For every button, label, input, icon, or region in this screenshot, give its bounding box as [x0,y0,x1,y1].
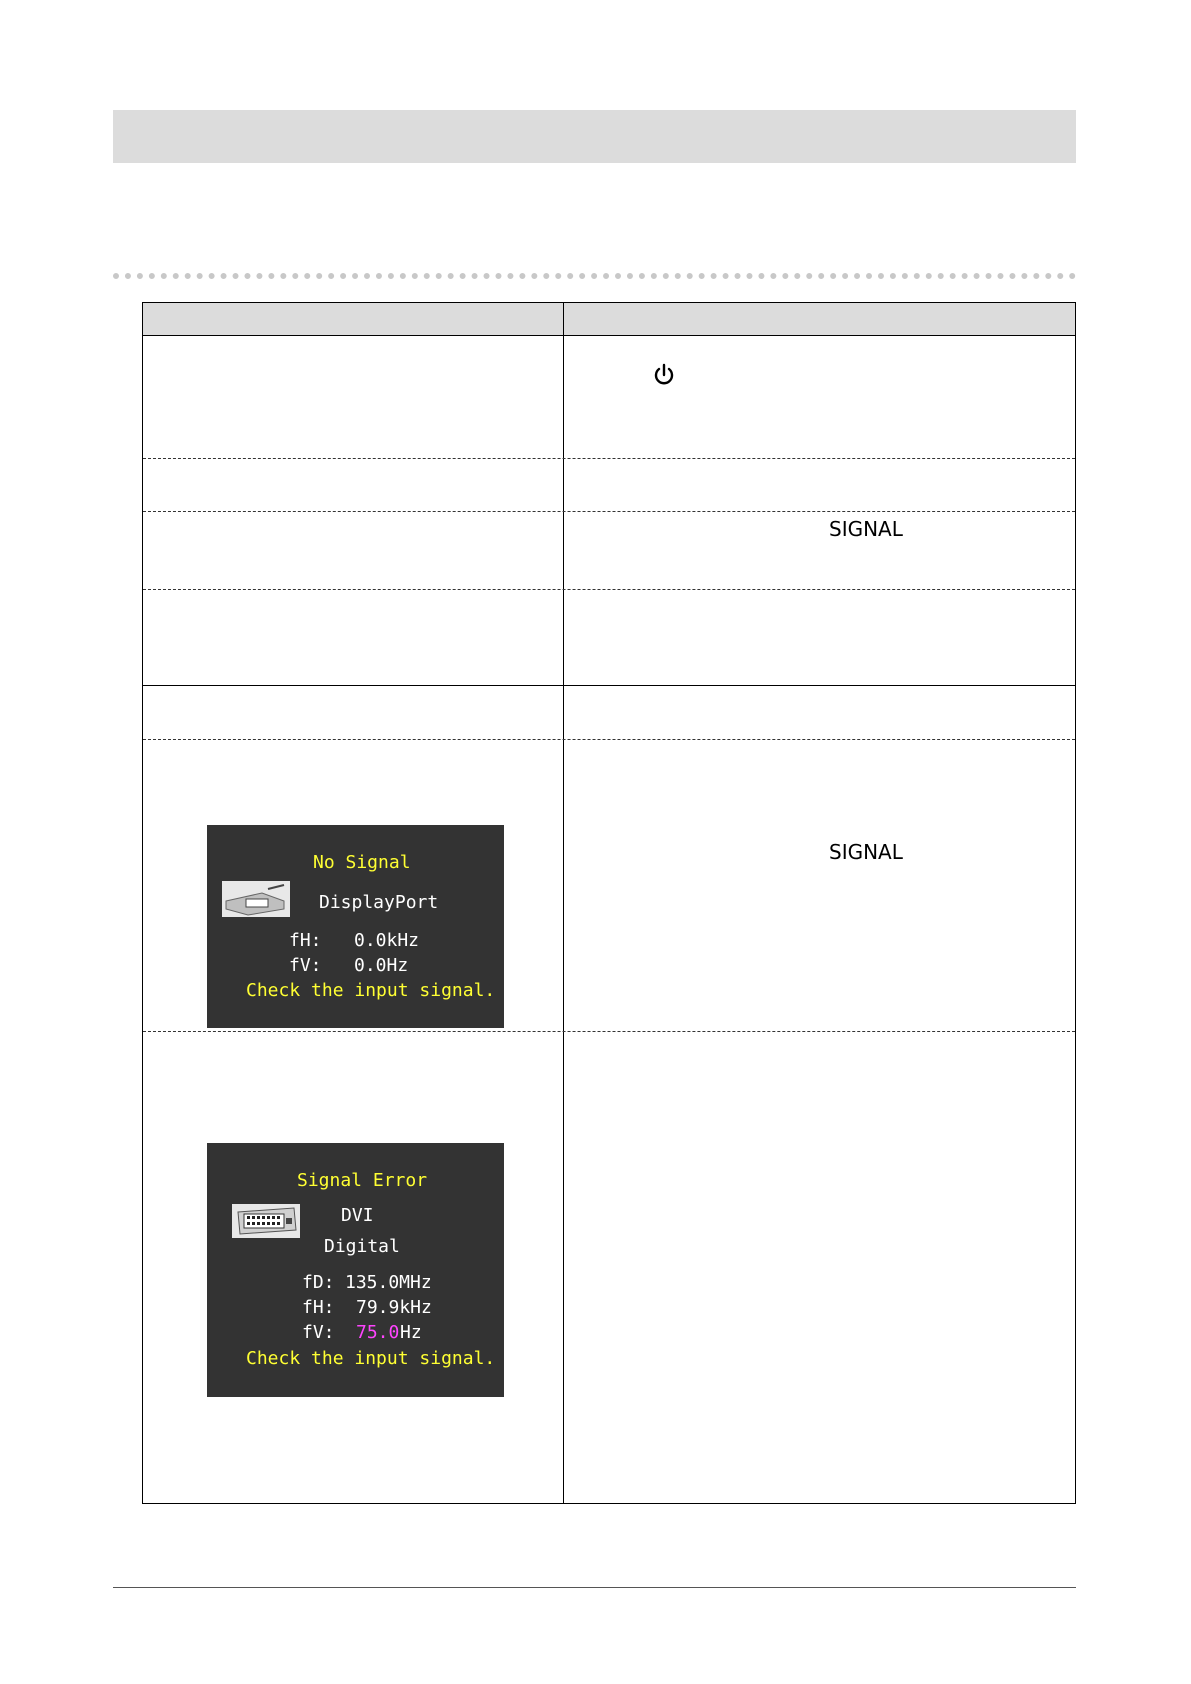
displayport-connector-icon [222,881,290,917]
osd-fv-value: 0.0Hz [354,955,409,976]
osd-input-type: Digital [324,1236,400,1257]
column-divider [563,303,564,1503]
osd-fh-value: 79.9kHz [356,1297,432,1318]
row-separator [143,1031,1075,1032]
dotted-separator [113,273,1076,279]
table-header-row [143,303,1075,336]
group-separator [143,685,1075,686]
row-separator [143,739,1075,740]
osd-title: Signal Error [297,1170,428,1191]
osd-input-name: DisplayPort [319,892,439,913]
osd-input-name: DVI [341,1205,374,1226]
row-separator [143,589,1075,590]
osd-fv-label: fV: [302,1322,335,1343]
row-separator [143,458,1075,459]
signal-key-label: SIGNAL [829,840,903,864]
osd-title: No Signal [313,852,411,873]
osd-fv-label: fV: [289,955,322,976]
osd-fv-unit: Hz [400,1322,422,1343]
osd-fv-value: 75.0 [356,1322,400,1343]
osd-signal-error [207,1143,504,1397]
osd-fh-label: fH: [302,1297,335,1318]
section-header-band [113,110,1076,163]
signal-key-label: SIGNAL [829,517,903,541]
osd-no-signal [207,825,504,1028]
osd-message: Check the input signal. [246,1348,496,1369]
osd-fh-value: 0.0kHz [354,930,420,951]
dvi-connector-icon [232,1204,300,1238]
footer-rule [113,1587,1076,1588]
osd-fd-value: 135.0MHz [345,1272,432,1293]
power-icon [653,363,675,387]
row-separator [143,511,1075,512]
troubleshooting-table [142,302,1076,1504]
osd-fh-label: fH: [289,930,322,951]
osd-fd-label: fD: [302,1272,335,1293]
osd-message: Check the input signal. [246,980,496,1001]
